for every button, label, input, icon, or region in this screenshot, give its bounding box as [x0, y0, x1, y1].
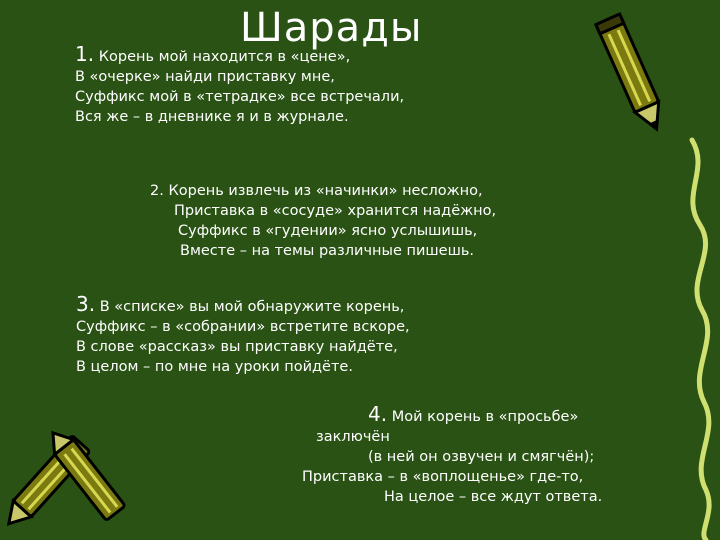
pencil-icon	[50, 430, 140, 540]
riddle-line: Приставка – в «воплощенье» где-то,	[302, 469, 584, 485]
riddle-line	[298, 404, 602, 427]
riddle-line	[75, 44, 404, 67]
riddle-line: Суффикс в «гудении» ясно услышишь,	[178, 223, 478, 239]
riddle-line: Приставка в «сосуде» хранится надёжно,	[174, 203, 497, 219]
riddle-number: 4.	[368, 402, 388, 426]
riddle-line-text: Мой корень в «просьбе»	[391, 409, 579, 425]
riddle-1	[75, 44, 404, 127]
riddle-3	[76, 294, 410, 377]
riddle-2	[150, 181, 496, 261]
riddle-4	[298, 404, 602, 507]
riddle-line: Вся же – в дневнике я и в журнале.	[75, 109, 349, 125]
riddle-line-text: Корень мой находится в «цене»,	[98, 49, 351, 65]
riddle-line: Суффикс мой в «тетрадке» все встречали,	[75, 89, 405, 105]
slide-title: Шарады	[240, 5, 423, 51]
riddle-number: 2.	[150, 183, 164, 199]
riddle-line: (в ней он озвучен и смягчён);	[368, 449, 595, 465]
riddle-number: 1.	[75, 42, 95, 66]
riddle-line: заключён	[316, 429, 390, 445]
pencil-icon	[598, 6, 668, 146]
riddle-line: Вместе – на темы различные пишешь.	[180, 243, 474, 259]
riddle-line-text: В «списке» вы мой обнаружите корень,	[99, 299, 405, 315]
riddle-number: 3.	[76, 292, 96, 316]
riddle-line	[150, 181, 496, 201]
squiggle-line-decoration	[640, 140, 720, 540]
riddle-line: В целом – по мне на уроки пойдёте.	[76, 359, 353, 375]
riddle-line: В «очерке» найди приставку мне,	[75, 69, 335, 85]
riddle-line: В слове «рассказ» вы приставку найдёте,	[76, 339, 398, 355]
riddle-line-text: Корень извлечь из «начинки» несложно,	[168, 183, 483, 199]
riddle-line: На целое – все ждут ответа.	[384, 489, 603, 505]
riddle-line: Суффикс – в «собрании» встретите вскоре,	[76, 319, 410, 335]
riddle-line	[76, 294, 410, 317]
